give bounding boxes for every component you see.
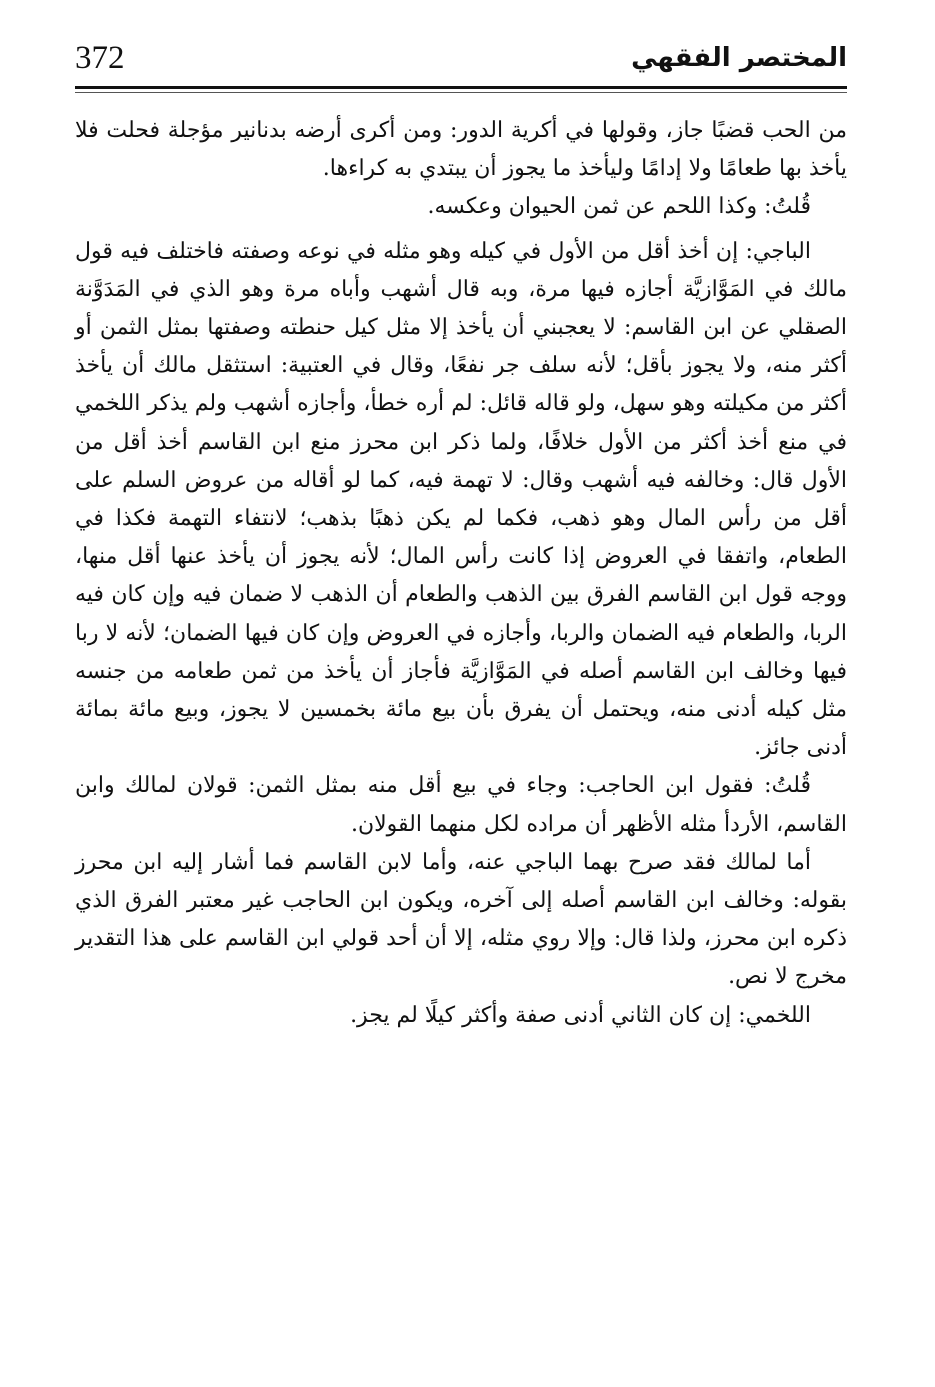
paragraph-2: قُلتُ: وكذا اللحم عن ثمن الحيوان وعكسه. bbox=[427, 194, 811, 220]
running-title: المختصر الفقهي bbox=[631, 43, 847, 73]
page-number: 372 bbox=[75, 40, 125, 76]
paragraph-4: قُلتُ: فقول ابن الحاجب: وجاء في بيع أقل منه بمثل الثمن: قولان لمالك وابن القاسم، الأردأ مثله الأظهر أن مراده لكل منهما القولان. bbox=[75, 773, 847, 837]
header-rule-thin bbox=[75, 92, 847, 93]
paragraph-3: الباجي: إن أخذ أقل من الأول في كيله وهو مثله في نوعه وصفته فاختلف فيه قول مالك في المَوَّازيَّة أجازه فيها مرة، وبه قال أشهب وأباه مرة وهو الذي في المَدَوَّنة الصقلي عن ابن القاسم: لا يعجبني أن يأخذ إلا مثل كيل حنطته وصفتها بمثل الثمن أو أكثر منه، ولا يجوز بأقل؛ لأنه سلف جر نفعًا، وقال في العتبية: استثقل مالك أن يأخذ أكثر من مكيلته وهو سهل، ولو قاله قائل: لم أره خطأ، وأجازه أشهب ولم يذكر اللخمي في منع أخذ أكثر من الأول خلافًا، ولما ذكر ابن محرز منع ابن القاسم أخذ أقل من الأول قال: وخالفه فيه أشهب وقال: لا تهمة فيه، كما لو أقاله من عروض السلم على أقل من رأس المال وهو ذهب، فكما لم يكن ذهبًا بذهب؛ لانتفاء التهمة فكذا في الطعام، واتفقا في العروض إذا كانت رأس المال؛ لأنه يجوز أن يأخذ عنها أقل منها، ووجه قول ابن القاسم الفرق بين الذهب والطعام أن الذهب لا ضمان فيه وإن كان فيه الربا، والطعام فيه الضمان والربا، وأجازه في العروض وإن كان فيها الضمان؛ لأنه لا ربا فيها وخالف ابن القاسم أصله في المَوَّازيَّة فأجاز أن يأخذ من ثمن طعامه من جنسه مثل كيله أدنى منه، ويحتمل أن يفرق بأن بيع مائة بخمسين لا يجوز، وبيع مائة بمائة أدنى جائز. bbox=[75, 238, 848, 761]
text-body bbox=[75, 112, 847, 1035]
header-rule bbox=[75, 86, 847, 89]
paragraph-6: اللخمي: إن كان الثاني أدنى صفة وأكثر كيلًا لم يجز. bbox=[350, 1002, 811, 1028]
paragraph-5: أما لمالك فقد صرح بهما الباجي عنه، وأما لابن القاسم فما أشار إليه ابن محرز بقوله: وخالف ابن القاسم أصله إلى آخره، ويكون ابن الحاجب غير معتبر الفرق الذي ذكره ابن محرز، ولذا قال: وإلا روي مثله، إلا أن أحد قولي ابن القاسم على هذا التقدير مخرج لا نص. bbox=[75, 849, 847, 990]
paragraph-1: من الحب قضبًا جاز، وقولها في أكرية الدور: ومن أكرى أرضه بدنانير مؤجلة فحلت فلا يأخذ بها طعامًا ولا إدامًا وليأخذ ما يجوز أن يبتدي به كراءها. bbox=[75, 118, 847, 182]
page-header bbox=[75, 38, 847, 78]
